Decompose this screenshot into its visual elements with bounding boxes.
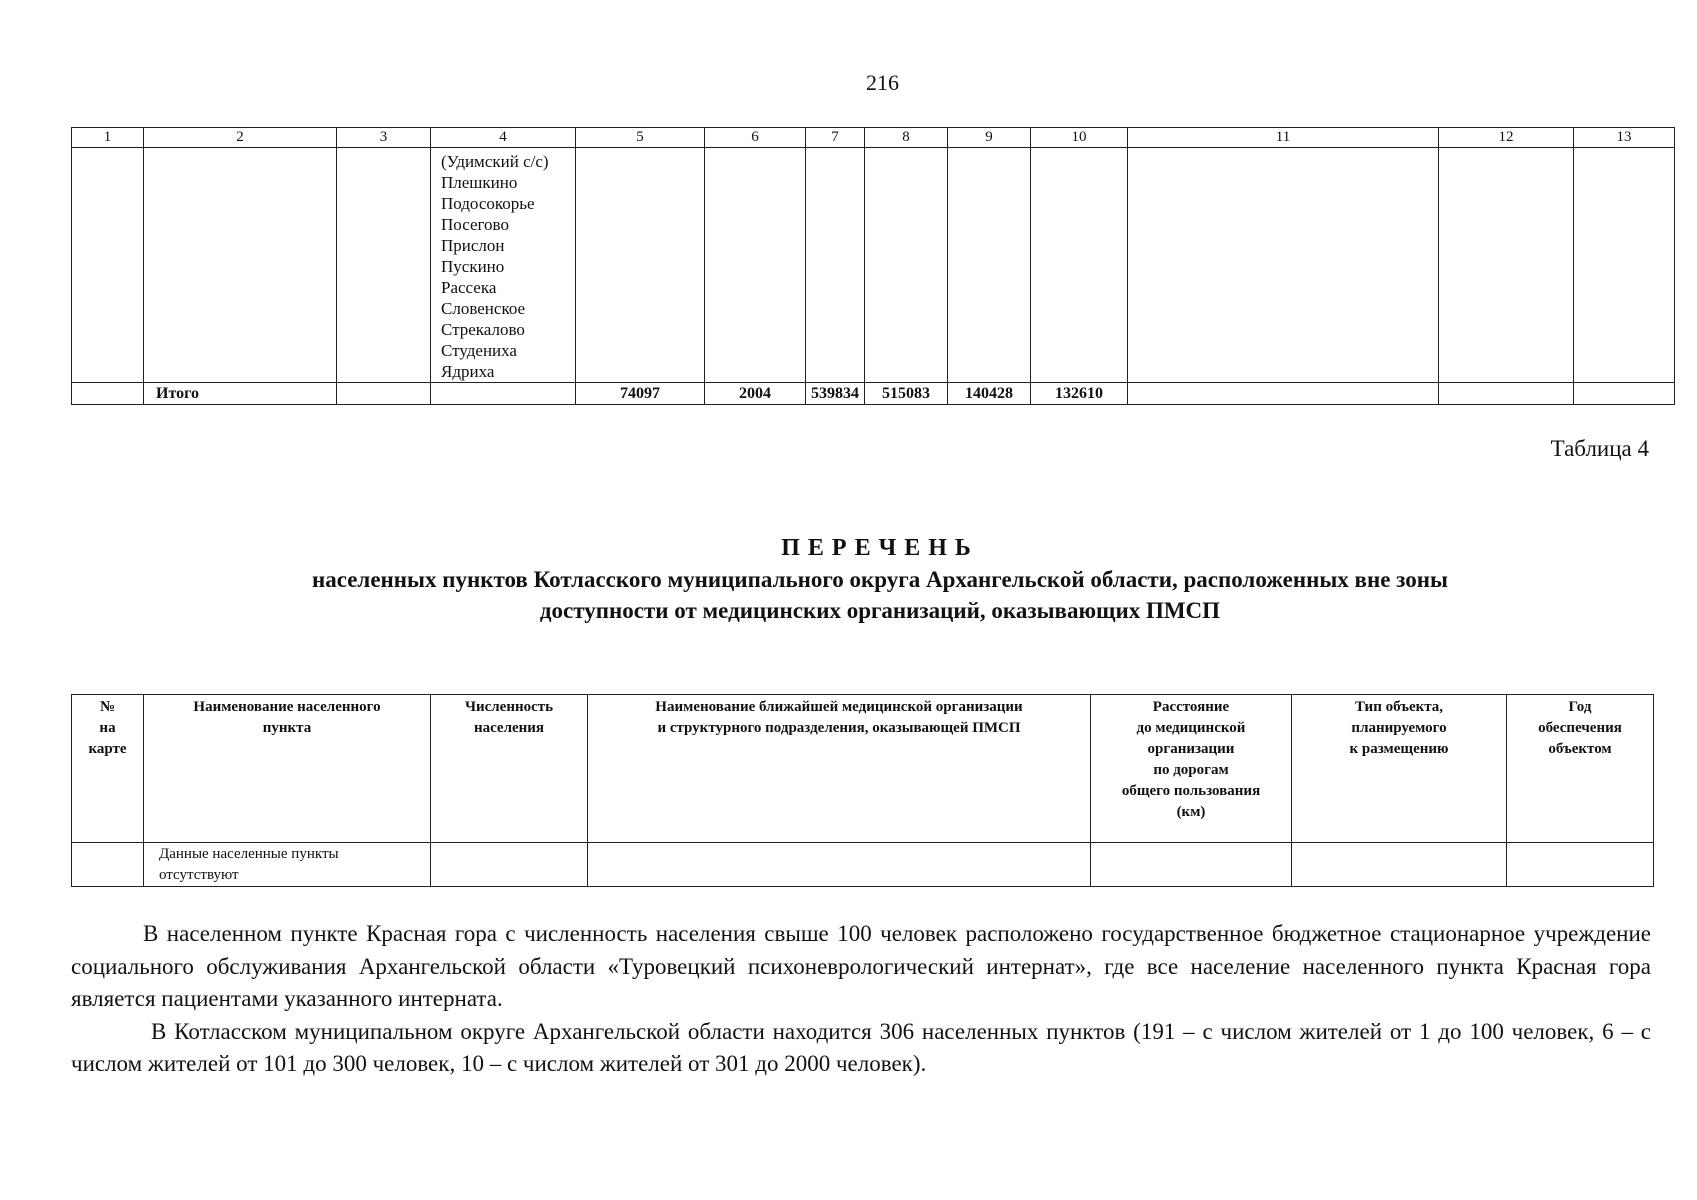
no-localities-note: Данные населенные пункты отсутствуют	[144, 843, 431, 887]
list-item: Прислон	[441, 236, 505, 255]
total-value: 515083	[865, 383, 948, 405]
column-number: 7	[806, 128, 865, 148]
column-number: 6	[705, 128, 806, 148]
list-item: Стрекалово	[441, 320, 525, 339]
column-number: 4	[431, 128, 576, 148]
list-item: Пускино	[441, 257, 505, 276]
table-4	[71, 694, 1654, 887]
table-row	[72, 843, 1654, 887]
column-number: 11	[1128, 128, 1439, 148]
column-header: Расстояние до медицинской организации по дорогам общего пользования (км)	[1091, 695, 1292, 843]
document-title	[150, 533, 1610, 626]
column-number: 1	[72, 128, 144, 148]
column-number: 3	[337, 128, 431, 148]
total-value: 132610	[1031, 383, 1128, 405]
list-item: Словенское	[441, 299, 526, 318]
total-value: 2004	[705, 383, 806, 405]
column-header: Численность населения	[431, 695, 588, 843]
total-value: 74097	[576, 383, 705, 405]
title-line: доступности от медицинских организаций, оказывающих ПМСП	[539, 598, 1221, 623]
continuation-table	[71, 127, 1675, 405]
page-number: 216	[866, 70, 899, 95]
column-number: 2	[144, 128, 337, 148]
column-number: 5	[576, 128, 705, 148]
list-item: Студениха	[441, 341, 517, 360]
list-item: Плешкино	[441, 173, 518, 192]
total-row	[72, 383, 1675, 405]
localities-cell	[431, 148, 576, 383]
column-number: 10	[1031, 128, 1128, 148]
paragraph: В Котласском муниципальном округе Архангельской области находится 306 населенных пунктов (191 – с числом жителей от 1 до 100 человек, 6 – с числом жителей от 101 до 300 человек, 10 – с числом жителей от 301 до 2000 человек).	[71, 1018, 1651, 1076]
table-header-row	[72, 695, 1654, 843]
column-header: № на карте	[72, 695, 144, 843]
column-number: 9	[948, 128, 1031, 148]
column-number: 12	[1439, 128, 1574, 148]
table-row	[72, 148, 1675, 383]
title-line: населенных пунктов Котласского муниципального округа Архангельской области, расположенных вне зоны	[311, 567, 1448, 592]
column-header: Тип объекта, планируемого к размещению	[1292, 695, 1507, 843]
total-value: 140428	[948, 383, 1031, 405]
column-header: Наименование ближайшей медицинской организации и структурного подразделения, оказывающей ПМСП	[588, 695, 1091, 843]
column-number: 8	[865, 128, 948, 148]
table-label: Таблица 4	[1550, 436, 1649, 461]
total-value: 539834	[806, 383, 865, 405]
column-number: 13	[1574, 128, 1675, 148]
body-text	[71, 918, 1651, 1081]
list-item: Ядриха	[441, 362, 495, 381]
list-item: Подосокорье	[441, 194, 535, 213]
list-item: (Удимский с/с)	[441, 152, 549, 171]
column-header: Год обеспечения объектом	[1507, 695, 1654, 843]
list-item: Посегово	[441, 215, 509, 234]
paragraph: В населенном пункте Красная гора с численность населения свыше 100 человек расположено государственное бюджетное стационарное учреждение социального обслуживания Архангельской области «Туровецкий психоневрологический интернат», где все население населенного пункта Красная гора является пациентами указанного интерната.	[71, 921, 1651, 1011]
list-item: Рассека	[441, 278, 497, 297]
column-header: Наименование населенного пункта	[144, 695, 431, 843]
locality-list	[431, 148, 575, 382]
column-number-row	[72, 128, 1675, 148]
total-label: Итого	[144, 383, 337, 405]
title-heading: ПЕРЕЧЕНЬ	[781, 535, 979, 561]
